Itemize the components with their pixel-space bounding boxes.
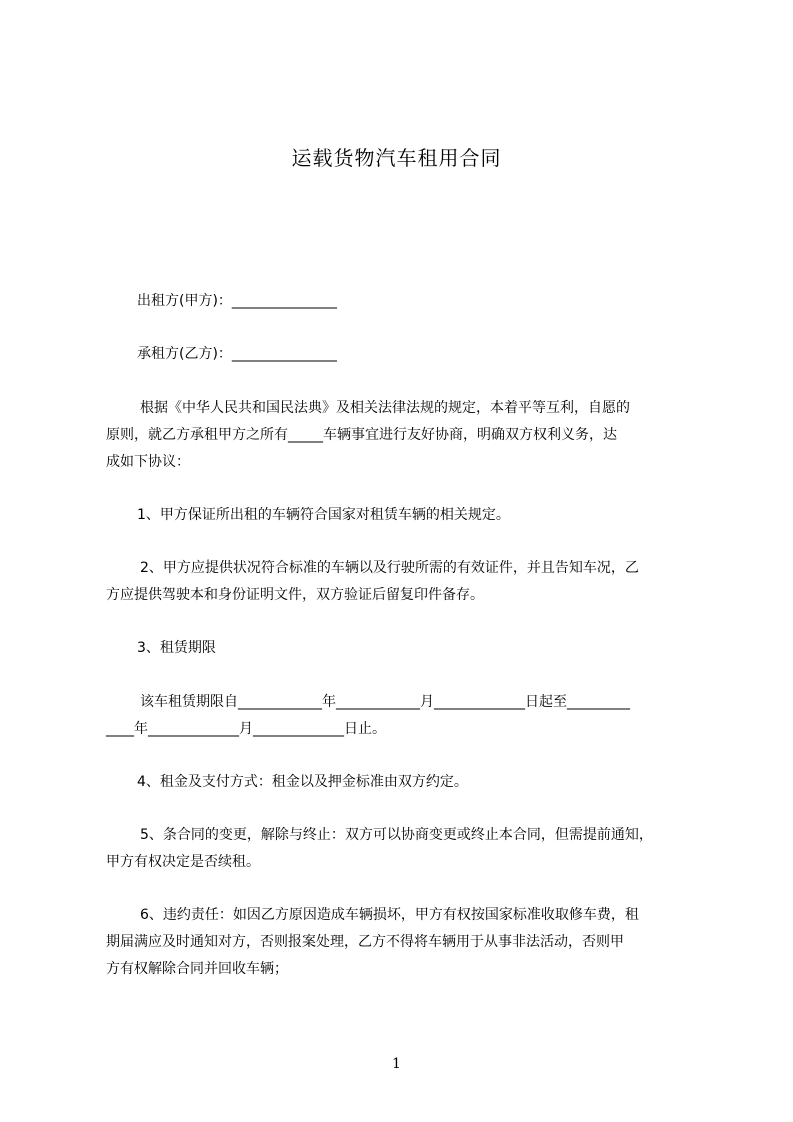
- page-number: 1: [392, 1056, 401, 1072]
- clause-6-line-3: 方有权解除合同并回收车辆；: [106, 961, 288, 977]
- preamble-line-2: 原则，就乙方承租甲方之所有_____车辆事宜进行友好协商，明确双方权利义务，达: [106, 427, 617, 443]
- lease-term-line-1: 该车租赁期限自____________年____________月_____________日起至_________: [140, 694, 630, 710]
- clause-5-line-1: 5、条合同的变更，解除与终止：双方可以协商变更或终止本合同，但需提前通知，: [140, 827, 653, 843]
- clause-4: 4、租金及支付方式：租金以及押金标准由双方约定。: [137, 774, 468, 790]
- lessor-line: 出租方(甲方)：_______________: [137, 293, 337, 309]
- clause-6-line-2: 期届满应及时通知对方，否则报案处理，乙方不得将车辆用于从事非法活动，否则甲: [106, 934, 624, 950]
- preamble-line-3: 成如下协议：: [106, 454, 190, 470]
- preamble-line-1: 根据《中华人民共和国民法典》及相关法律法规的规定，本着平等互利，自愿的: [140, 400, 630, 416]
- clause-3-heading: 3、租赁期限: [137, 640, 216, 656]
- clause-6-line-1: 6、违约责任：如因乙方原因造成车辆损坏，甲方有权按国家标准收取修车费，租: [140, 907, 639, 923]
- clause-2-line-1: 2、甲方应提供状况符合标准的车辆以及行驶所需的有效证件，并且告知车况，乙: [140, 560, 639, 576]
- lease-term-line-2: ____年_____________月_____________日止。: [106, 721, 386, 737]
- clause-2-line-2: 方应提供驾驶本和身份证明文件，双方验证后留复印件备存。: [106, 587, 484, 603]
- clause-1: 1、甲方保证所出租的车辆符合国家对租赁车辆的相关规定。: [137, 507, 510, 523]
- lessee-line: 承租方(乙方)：_______________: [137, 346, 337, 362]
- clause-5-line-2: 甲方有权决定是否续租。: [106, 854, 260, 870]
- document-title: 运载货物汽车租用合同: [291, 146, 502, 170]
